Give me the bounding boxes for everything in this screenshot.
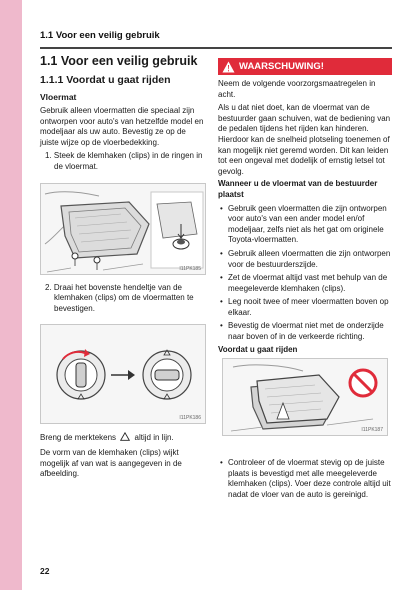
warning-bullet: • Zet de vloermat altijd vast met behulp van de meegeleverde klemhaken (clips). xyxy=(218,273,392,294)
step-1: 1. Steek de klemhaken (clips) in de ringen in de vloermat. xyxy=(45,151,203,171)
figure-id: I11PK186 xyxy=(179,415,201,422)
warning-bullet: • Gebruik geen vloermatten die zijn ontworpen voor auto's van een ander model en/of modeljaar, zelfs niet als het gat om originele Toyota-vloermatten. xyxy=(218,204,392,246)
clip-shape-note: De vorm van de klemhaken (clips) wijkt mogelijk af van wat is aangegeven in de afbeelding. xyxy=(40,447,182,479)
warning-bullet: • Bevestig de vloermat niet met de onderzijde naar boven of in de verkeerde richting. xyxy=(218,321,392,342)
clip-rotation-illustration xyxy=(40,324,206,424)
floor-mat-drawing xyxy=(41,184,206,275)
warning-title: WAARSCHUWING! xyxy=(239,61,324,72)
warning-paragraph: Als u dat niet doet, kan de vloermat van de bestuurder gaan schuiven, wat de bediening van de pedalen tijdens het rijden kan hinderen. Hierdoor kan de snelheid plotseling toenemen of kan mogelijk niet geremd worden. Dit kan leiden tot een ongeval met dodelijk of ernstig letsel tot gevolg. xyxy=(218,103,391,176)
warning-intro: Neem de volgende voorzorgsmaatregelen in acht. xyxy=(218,79,376,99)
warning-bullet-check: • Controleer of de vloermat stevig op de juiste plaats is bevestigd met alle meegeleverde klemhaken (clips). Voer deze controle altijd uit nadat de vloer van de auto is gereinigd. xyxy=(218,458,392,500)
warning-box xyxy=(218,58,392,501)
topic-heading: Vloermat xyxy=(40,92,77,102)
warning-header xyxy=(218,58,392,75)
intro-paragraph: Gebruik alleen vloermatten die speciaal zijn ontworpen voor auto's van hetzelfde model en modeljaar als uw auto. Bevestig ze op de juiste wijze op de vloerbedekking. xyxy=(40,106,204,147)
section-title: 1.1 Voor een veilig gebruik xyxy=(40,54,198,68)
warning-triangle-icon xyxy=(222,61,235,73)
triangle-mark-icon xyxy=(120,432,130,441)
figure-id: I11PK185 xyxy=(179,265,201,272)
step-2: 2. Draai het bovenste hendeltje van de klemhaken (clips) om de vloermatten te bevestigen. xyxy=(45,282,194,313)
side-color-tab xyxy=(0,0,22,590)
warning-subheading-driving: Voordat u gaat rijden xyxy=(218,344,298,354)
running-header: 1.1 Voor een veilig gebruik xyxy=(40,30,160,41)
align-marks-text: Breng de merktekens altijd in lijn. xyxy=(40,433,174,443)
header-rule xyxy=(40,47,392,49)
warning-bullet: • Leg nooit twee of meer vloermatten boven op elkaar. xyxy=(218,297,392,318)
warning-bullet: • Gebruik alleen vloermatten die zijn ontworpen voor de bestuurderszijde. xyxy=(218,249,392,270)
page-number: 22 xyxy=(40,566,50,576)
manual-page xyxy=(22,0,416,590)
figure-id: I11PK187 xyxy=(361,427,383,434)
subsection-title: 1.1.1 Voordat u gaat rijden xyxy=(40,74,171,86)
left-column xyxy=(40,54,206,480)
warning-subheading: Wanneer u de vloermat van de bestuurder plaatst xyxy=(218,179,378,199)
clip-rotation-drawing xyxy=(41,325,206,424)
stacked-mats-drawing xyxy=(223,359,388,436)
stacked-mats-prohibited-illustration xyxy=(222,358,388,436)
floor-mat-clip-illustration xyxy=(40,183,206,275)
